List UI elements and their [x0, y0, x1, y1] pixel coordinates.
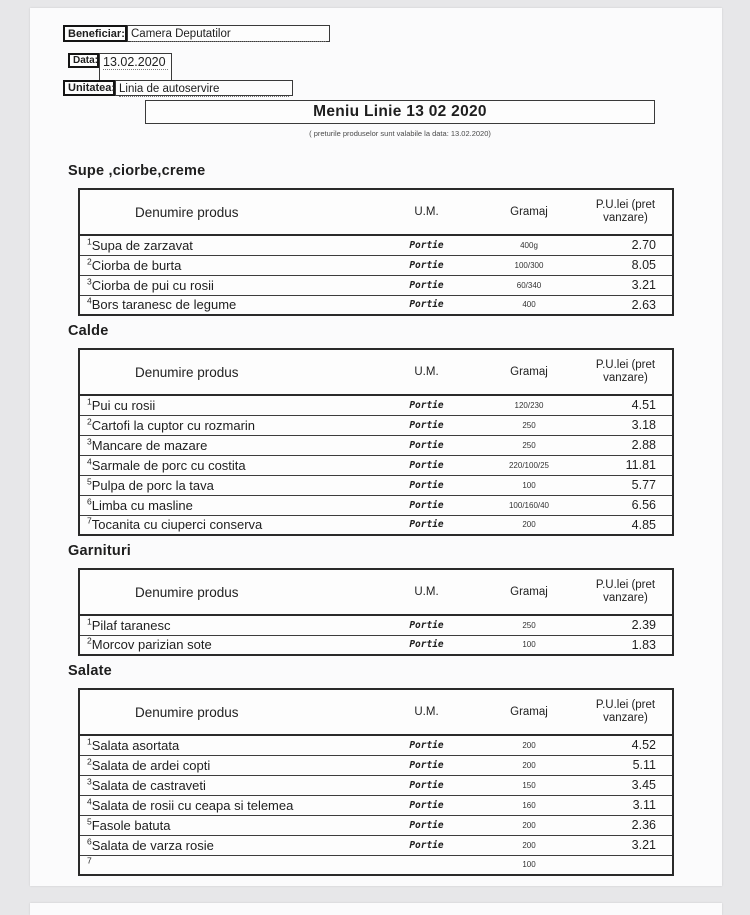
price-cell: 1.83: [579, 635, 673, 655]
row-number: 4: [87, 295, 92, 306]
menu-row: [79, 635, 673, 655]
product-cell: $^3$Ciorba de pui cu rosii: [79, 275, 374, 295]
menu-row: [79, 475, 673, 495]
menu-row: [79, 855, 673, 875]
menu-row: [79, 815, 673, 835]
document-page: [30, 8, 722, 886]
menu-row: [79, 615, 673, 635]
um-cell: Portie: [374, 475, 479, 495]
product-cell: $^1$Pilaf taranesc: [87, 616, 171, 633]
menu-title: Meniu Linie 13 02 2020: [145, 100, 655, 124]
row-number: 6: [87, 836, 92, 847]
price-cell: 2.39: [631, 618, 656, 633]
col-header-um: U.M.: [374, 689, 479, 735]
um-cell: Portie: [374, 455, 479, 475]
col-header-price: P.U.lei (pret vanzare): [579, 689, 673, 735]
um-cell: Portie: [374, 755, 479, 775]
product-cell: $^4$Sarmale de porc cu costita: [79, 455, 374, 475]
col-header-um: U.M.: [374, 189, 479, 235]
row-number: 1: [87, 616, 92, 627]
menu-subtitle: ( preturile produselor sunt valabile la data: 13.02.2020): [309, 129, 491, 138]
date-label: Data:: [68, 53, 99, 68]
row-number: 1: [87, 236, 92, 247]
gramaj-cell: 400g: [520, 240, 538, 250]
price-cell: 2.36: [579, 815, 673, 835]
unit-field: [115, 80, 293, 96]
col-header-price: P.U.lei (pret vanzare): [579, 189, 673, 235]
product-cell: $^4$Bors taranesc de legume: [79, 295, 374, 315]
product-cell: $^7$Tocanita cu ciuperci conserva: [79, 515, 374, 535]
menu-section: [68, 662, 674, 876]
um-cell: Portie: [374, 275, 479, 295]
menu-row: [79, 515, 673, 535]
price-cell: 2.88: [579, 435, 673, 455]
gramaj-cell: 200: [522, 740, 536, 750]
price-cell: 5.11: [579, 755, 673, 775]
menu-row: [79, 835, 673, 855]
beneficiar-field: [127, 25, 330, 42]
um-cell: Portie: [374, 815, 479, 835]
section-heading: Garnituri: [68, 543, 132, 559]
um-cell: Portie: [374, 495, 479, 515]
um-cell: Portie: [409, 619, 444, 631]
menu-row: [79, 795, 673, 815]
product-cell: $^4$Salata de rosii cu ceapa si telemea: [79, 795, 374, 815]
product-cell: $^1$Salata asortata: [87, 736, 180, 753]
price-cell: 2.63: [579, 295, 673, 315]
price-cell: 4.52: [631, 738, 656, 753]
product-cell: [79, 855, 374, 875]
row-number: 6: [87, 496, 92, 507]
gramaj-cell: 220/100/25: [479, 455, 579, 475]
gramaj-cell: 100/160/40: [479, 495, 579, 515]
price-cell: 3.18: [579, 415, 673, 435]
row-number: 2: [87, 416, 92, 427]
menu-row: [79, 755, 673, 775]
price-cell: 2.70: [631, 238, 656, 253]
product-cell: $^3$Salata de castraveti: [79, 775, 374, 795]
row-number: 3: [87, 436, 92, 447]
section-heading: Salate: [68, 663, 112, 679]
product-cell: $^6$Limba cu masline: [79, 495, 374, 515]
unit-label: Unitatea:: [63, 80, 115, 96]
menu-row: [79, 495, 673, 515]
gramaj-cell: 160: [479, 795, 579, 815]
menu-section: [68, 322, 674, 536]
um-cell: Portie: [374, 795, 479, 815]
col-header-gramaj: Gramaj: [479, 569, 579, 615]
um-cell: Portie: [374, 435, 479, 455]
menu-row: [79, 435, 673, 455]
price-cell: 3.11: [579, 795, 673, 815]
row-number: 4: [87, 456, 92, 467]
row-number: 2: [87, 256, 92, 267]
col-header-gramaj: Gramaj: [479, 689, 579, 735]
row-number: 7: [87, 855, 92, 866]
col-header-um: U.M.: [374, 569, 479, 615]
product-cell: $^2$Cartofi la cuptor cu rozmarin: [79, 415, 374, 435]
um-cell: Portie: [374, 515, 479, 535]
product-cell: $^5$Fasole batuta: [79, 815, 374, 835]
menu-table: [78, 188, 674, 316]
row-number: 2: [87, 635, 92, 646]
gramaj-cell: 100: [479, 635, 579, 655]
gramaj-cell: 200: [479, 515, 579, 535]
product-cell: $^1$Pui cu rosii: [87, 396, 156, 413]
um-cell: Portie: [374, 635, 479, 655]
col-header-price: P.U.lei (pret vanzare): [579, 349, 673, 395]
menu-row: [79, 275, 673, 295]
gramaj-cell: 200: [479, 755, 579, 775]
col-header-product: Denumire produs: [79, 189, 374, 235]
price-cell: 3.21: [579, 275, 673, 295]
date-value: 13.02.2020: [103, 55, 168, 70]
row-number: 7: [87, 515, 92, 526]
gramaj-cell: 120/230: [514, 400, 544, 410]
menu-row: [79, 735, 673, 755]
col-header-product: Denumire produs: [79, 569, 374, 615]
menu-table: [78, 348, 674, 536]
menu-table: [78, 688, 674, 876]
gramaj-cell: 100/300: [479, 255, 579, 275]
menu-section: [68, 542, 674, 656]
menu-row: [79, 255, 673, 275]
menu-row: [79, 395, 673, 415]
gramaj-cell: 200: [479, 835, 579, 855]
gramaj-cell: 250: [479, 435, 579, 455]
um-cell: Portie: [409, 739, 444, 751]
col-header-gramaj: Gramaj: [479, 189, 579, 235]
gramaj-cell: 250: [479, 415, 579, 435]
col-header-um: U.M.: [374, 349, 479, 395]
row-number: 3: [87, 776, 92, 787]
price-cell: 5.77: [579, 475, 673, 495]
product-cell: $^6$Salata de varza rosie: [79, 835, 374, 855]
menu-row: [79, 235, 673, 255]
product-cell: $^3$Mancare de mazare: [79, 435, 374, 455]
price-cell: 8.05: [579, 255, 673, 275]
price-cell: 4.51: [631, 398, 656, 413]
price-cell: [579, 855, 673, 875]
menu-sections: [68, 156, 674, 876]
gramaj-cell: 200: [479, 815, 579, 835]
row-number: 5: [87, 476, 92, 487]
beneficiar-value: Camera Deputatilor: [131, 27, 326, 42]
table-header-row: [79, 189, 673, 235]
um-cell: [374, 855, 479, 875]
table-header-row: [79, 689, 673, 735]
price-cell: 11.81: [579, 455, 673, 475]
price-cell: 3.21: [579, 835, 673, 855]
price-cell: 3.45: [579, 775, 673, 795]
menu-row: [79, 415, 673, 435]
table-header-row: [79, 349, 673, 395]
menu-row: [79, 775, 673, 795]
row-number: 4: [87, 796, 92, 807]
product-cell: $^2$Ciorba de burta: [79, 255, 374, 275]
beneficiar-label: Beneficiar:: [63, 25, 127, 42]
menu-row: [79, 295, 673, 315]
gramaj-cell: 100: [479, 855, 579, 875]
um-cell: Portie: [409, 239, 444, 251]
price-cell: 4.85: [579, 515, 673, 535]
unit-value: Linia de autoservire: [119, 82, 289, 97]
date-field: [99, 53, 172, 82]
gramaj-cell: 400: [479, 295, 579, 315]
row-number: 2: [87, 756, 92, 767]
um-cell: Portie: [409, 399, 444, 411]
um-cell: Portie: [374, 295, 479, 315]
um-cell: Portie: [374, 835, 479, 855]
gramaj-cell: 100: [479, 475, 579, 495]
gramaj-cell: 150: [479, 775, 579, 795]
col-header-product: Denumire produs: [79, 349, 374, 395]
col-header-price: P.U.lei (pret vanzare): [579, 569, 673, 615]
product-cell: $^1$Supa de zarzavat: [87, 236, 193, 253]
row-number: 1: [87, 396, 92, 407]
menu-table: [78, 568, 674, 656]
col-header-product: Denumire produs: [79, 689, 374, 735]
product-cell: $^2$Salata de ardei copti: [79, 755, 374, 775]
row-number: 1: [87, 736, 92, 747]
product-cell: $^2$Morcov parizian sote: [79, 635, 374, 655]
row-number: 5: [87, 816, 92, 827]
section-heading: Supe ,ciorbe,creme: [68, 163, 206, 179]
row-number: 3: [87, 276, 92, 287]
um-cell: Portie: [374, 255, 479, 275]
um-cell: Portie: [374, 415, 479, 435]
gramaj-cell: 60/340: [479, 275, 579, 295]
menu-row: [79, 455, 673, 475]
um-cell: Portie: [374, 775, 479, 795]
section-heading: Calde: [68, 323, 109, 339]
col-header-gramaj: Gramaj: [479, 349, 579, 395]
next-page-edge: [30, 903, 722, 915]
menu-section: [68, 162, 674, 316]
gramaj-cell: 250: [522, 620, 536, 630]
table-header-row: [79, 569, 673, 615]
price-cell: 6.56: [579, 495, 673, 515]
product-cell: $^5$Pulpa de porc la tava: [79, 475, 374, 495]
